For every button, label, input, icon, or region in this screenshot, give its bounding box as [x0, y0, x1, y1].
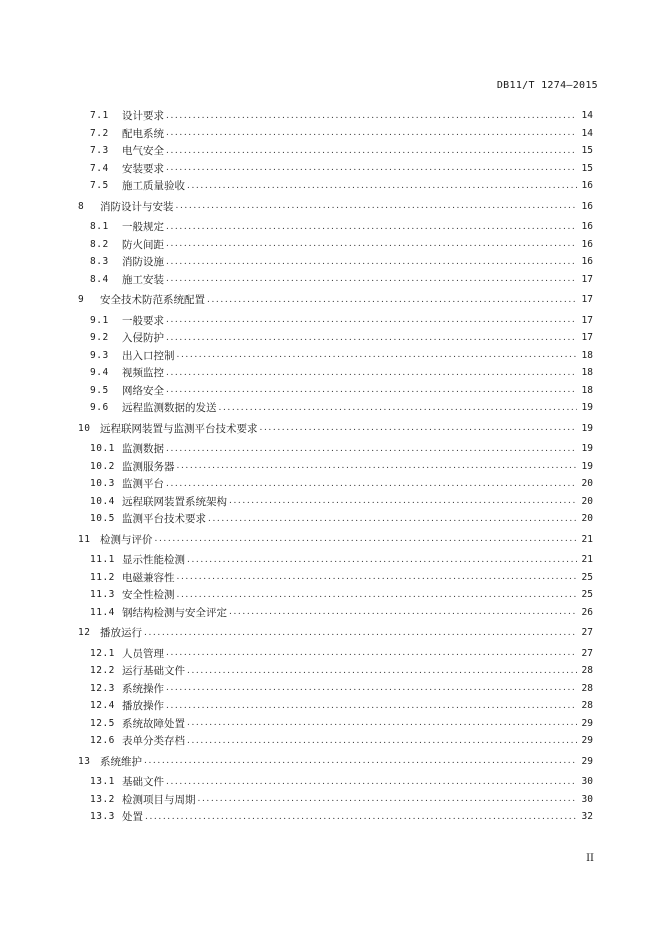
dot-leader [166, 128, 577, 138]
toc-entry-title: 远程联网装置与监测平台技术要求 [100, 422, 258, 435]
toc-entry-page: 16 [581, 238, 593, 250]
toc-entry-page: 19 [581, 402, 593, 414]
toc-entry-11[interactable] [78, 531, 593, 549]
toc-entry-number: 7.2 [90, 127, 109, 139]
toc-entry-13-3[interactable] [78, 808, 593, 826]
toc-entry-page: 15 [581, 145, 593, 157]
toc-entry-page: 14 [581, 127, 593, 139]
toc-entry-title: 视频监控 [122, 367, 164, 380]
toc-entry-number: 8.4 [90, 273, 109, 285]
dot-leader [166, 222, 577, 232]
dot-leader [166, 683, 577, 693]
toc-entry-page: 15 [581, 162, 593, 174]
toc-entry-10-5[interactable] [78, 510, 593, 528]
toc-entry-page: 16 [581, 256, 593, 268]
toc-entry-number: 10.4 [90, 495, 115, 507]
toc-entry-page: 27 [581, 647, 593, 659]
dot-leader [166, 333, 577, 343]
toc-entry-number: 9.5 [90, 384, 109, 396]
toc-entry-title: 施工安装 [122, 273, 164, 286]
dot-leader [166, 239, 577, 249]
toc-entry-title: 监测数据 [122, 443, 164, 456]
toc-entry-number: 7.3 [90, 145, 109, 157]
toc-entry-number: 13.1 [90, 776, 115, 788]
toc-entry-title: 人员管理 [122, 647, 164, 660]
dot-leader [177, 350, 578, 360]
toc-entry-number: 12.1 [90, 647, 115, 659]
toc-entry-page: 29 [581, 717, 593, 729]
toc-entry-page: 21 [581, 533, 593, 545]
toc-entry-9-3[interactable] [78, 347, 593, 365]
toc-entry-title: 监测平台 [122, 478, 164, 491]
toc-entry-page: 30 [581, 776, 593, 788]
toc-entry-number: 12.3 [90, 682, 115, 694]
toc-entry-number: 10.3 [90, 478, 115, 490]
toc-entry-title: 电气安全 [122, 145, 164, 158]
toc-entry-title: 入侵防护 [122, 332, 164, 345]
toc-entry-8-4[interactable] [78, 271, 593, 289]
toc-entry-12-1[interactable] [78, 645, 593, 663]
toc-entry-page: 32 [581, 811, 593, 823]
dot-leader [260, 423, 578, 433]
dot-leader [166, 257, 577, 267]
toc-entry-8-1[interactable] [78, 218, 593, 236]
toc-entry-page: 17 [581, 273, 593, 285]
toc-entry-title: 远程联网装置系统架构 [122, 495, 227, 508]
toc-entry-13-2[interactable] [78, 791, 593, 809]
dot-leader [187, 181, 577, 191]
toc-entry-12-3[interactable] [78, 680, 593, 698]
dot-leader [155, 534, 578, 544]
toc-entry-9-1[interactable] [78, 312, 593, 330]
dot-leader [166, 368, 577, 378]
toc-entry-title: 出入口控制 [122, 349, 175, 362]
toc-entry-9[interactable] [78, 291, 593, 309]
toc-entry-page: 28 [581, 700, 593, 712]
toc-entry-8-3[interactable] [78, 253, 593, 271]
toc-entry-number: 13.2 [90, 793, 115, 805]
toc-entry-page: 17 [581, 294, 593, 306]
dot-leader [177, 590, 578, 600]
toc-entry-title: 消防设计与安装 [100, 200, 174, 213]
toc-entry-number: 9.4 [90, 367, 109, 379]
dot-leader [177, 572, 578, 582]
toc-entry-12-4[interactable] [78, 697, 593, 715]
toc-entry-number: 13.3 [90, 811, 115, 823]
toc-entry-number: 11.2 [90, 571, 115, 583]
toc-entry-7-3[interactable] [78, 142, 593, 160]
toc-entry-13[interactable] [78, 753, 593, 771]
toc-entry-12[interactable] [78, 624, 593, 642]
toc-entry-number: 7.4 [90, 162, 109, 174]
toc-entry-title: 播放操作 [122, 700, 164, 713]
toc-entry-title: 配电系统 [122, 127, 164, 140]
toc-entry-10-1[interactable] [78, 440, 593, 458]
toc-entry-title: 电磁兼容性 [122, 571, 175, 584]
toc-entry-9-2[interactable] [78, 329, 593, 347]
dot-leader [208, 514, 577, 524]
toc-entry-page: 30 [581, 793, 593, 805]
toc-entry-number: 9 [78, 294, 85, 306]
toc-entry-page: 20 [581, 478, 593, 490]
toc-entry-page: 20 [581, 495, 593, 507]
toc-entry-number: 11.1 [90, 554, 115, 566]
dot-leader [166, 146, 577, 156]
toc-entry-title: 显示性能检测 [122, 554, 185, 567]
toc-entry-number: 7.1 [90, 110, 109, 122]
dot-leader [166, 648, 577, 658]
toc-entry-title: 处置 [122, 811, 143, 824]
toc-entry-title: 一般规定 [122, 221, 164, 234]
toc-entry-title: 基础文件 [122, 776, 164, 789]
dot-leader [166, 111, 577, 121]
dot-leader [166, 274, 577, 284]
toc-entry-12-6[interactable] [78, 732, 593, 750]
toc-entry-number: 12.4 [90, 700, 115, 712]
dot-leader [187, 555, 577, 565]
toc-entry-title: 安装要求 [122, 162, 164, 175]
toc-entry-page: 17 [581, 332, 593, 344]
dot-leader [166, 444, 577, 454]
toc-entry-title: 一般要求 [122, 314, 164, 327]
toc-entry-number: 12.5 [90, 717, 115, 729]
dot-leader [166, 315, 577, 325]
toc-entry-11-4[interactable] [78, 604, 593, 622]
toc-entry-page: 19 [581, 443, 593, 455]
toc-entry-title: 钢结构检测与安全评定 [122, 606, 227, 619]
toc-entry-12-5[interactable] [78, 715, 593, 733]
toc-entry-number: 10.5 [90, 513, 115, 525]
toc-entry-title: 系统维护 [100, 755, 142, 768]
dot-leader [166, 701, 577, 711]
toc-entry-9-6[interactable] [78, 399, 593, 417]
toc-entry-number: 11.3 [90, 589, 115, 601]
dot-leader [187, 736, 577, 746]
dot-leader [166, 479, 577, 489]
toc-entry-title: 安全技术防范系统配置 [100, 294, 205, 307]
toc-entry-7-1[interactable] [78, 107, 593, 125]
dot-leader [144, 756, 577, 766]
toc-entry-number: 12 [78, 627, 91, 639]
toc-entry-page: 21 [581, 554, 593, 566]
toc-entry-number: 11.4 [90, 606, 115, 618]
toc-entry-number: 8.3 [90, 256, 109, 268]
toc-entry-title: 运行基础文件 [122, 665, 185, 678]
toc-entry-number: 13 [78, 755, 91, 767]
dot-leader [229, 496, 577, 506]
dot-leader [144, 628, 577, 638]
toc-entry-number: 9.6 [90, 402, 109, 414]
toc-entry-9-5[interactable] [78, 382, 593, 400]
toc-entry-page: 14 [581, 110, 593, 122]
dot-leader [176, 201, 578, 211]
toc-entry-title: 安全性检测 [122, 589, 175, 602]
toc-entry-title: 监测服务器 [122, 460, 175, 473]
toc-entry-title: 网络安全 [122, 384, 164, 397]
toc-entry-title: 表单分类存档 [122, 735, 185, 748]
toc-entry-7-2[interactable] [78, 125, 593, 143]
dot-leader [219, 403, 578, 413]
toc-entry-9-4[interactable] [78, 364, 593, 382]
toc-entry-8-2[interactable] [78, 236, 593, 254]
toc-entry-11-1[interactable] [78, 551, 593, 569]
toc-entry-number: 9.3 [90, 349, 109, 361]
toc-entry-page: 29 [581, 755, 593, 767]
toc-entry-number: 12.6 [90, 735, 115, 747]
toc-entry-title: 消防设施 [122, 256, 164, 269]
toc-entry-11-2[interactable] [78, 569, 593, 587]
toc-entry-page: 18 [581, 367, 593, 379]
toc-entry-number: 9.1 [90, 314, 109, 326]
toc-entry-11-3[interactable] [78, 586, 593, 604]
dot-leader [166, 385, 577, 395]
toc-entry-title: 系统故障处置 [122, 717, 185, 730]
toc-entry-page: 19 [581, 460, 593, 472]
toc-entry-title: 检测项目与周期 [122, 793, 196, 806]
toc-entry-number: 7.5 [90, 180, 109, 192]
toc-entry-page: 20 [581, 513, 593, 525]
page-number: II [586, 853, 594, 864]
dot-leader [198, 794, 578, 804]
toc-entry-number: 11 [78, 533, 91, 545]
dot-leader [177, 461, 578, 471]
toc-entry-title: 远程监测数据的发送 [122, 402, 217, 415]
dot-leader [187, 718, 577, 728]
toc-entry-8[interactable] [78, 198, 593, 216]
toc-entry-10[interactable] [78, 420, 593, 438]
toc-entry-10-4[interactable] [78, 493, 593, 511]
toc-entry-number: 8 [78, 200, 85, 212]
toc-entry-title: 监测平台技术要求 [122, 513, 206, 526]
toc-entry-number: 9.2 [90, 332, 109, 344]
toc-entry-number: 8.2 [90, 238, 109, 250]
toc-entry-page: 16 [581, 180, 593, 192]
toc-entry-7-4[interactable] [78, 160, 593, 178]
toc-entry-number: 8.1 [90, 221, 109, 233]
toc-entry-title: 设计要求 [122, 110, 164, 123]
toc-entry-10-3[interactable] [78, 475, 593, 493]
toc-entry-12-2[interactable] [78, 662, 593, 680]
toc-entry-page: 16 [581, 221, 593, 233]
toc-entry-page: 18 [581, 384, 593, 396]
toc-entry-page: 25 [581, 589, 593, 601]
toc-entry-page: 17 [581, 314, 593, 326]
toc-entry-number: 10.2 [90, 460, 115, 472]
toc-entry-title: 防火间距 [122, 238, 164, 251]
document-number: DB11/T 1274—2015 [496, 80, 598, 91]
toc-entry-title: 播放运行 [100, 627, 142, 640]
toc-entry-number: 12.2 [90, 665, 115, 677]
toc-entry-page: 19 [581, 422, 593, 434]
toc-entry-page: 28 [581, 665, 593, 677]
toc-entry-13-1[interactable] [78, 773, 593, 791]
dot-leader [229, 607, 577, 617]
toc-entry-page: 16 [581, 200, 593, 212]
dot-leader [166, 163, 577, 173]
toc-entry-number: 10.1 [90, 443, 115, 455]
toc-entry-page: 28 [581, 682, 593, 694]
toc-entry-title: 施工质量验收 [122, 180, 185, 193]
toc-entry-page: 26 [581, 606, 593, 618]
dot-leader [187, 666, 577, 676]
dot-leader [145, 812, 577, 822]
toc-entry-10-2[interactable] [78, 458, 593, 476]
toc-entry-7-5[interactable] [78, 177, 593, 195]
dot-leader [207, 295, 577, 305]
toc-entry-title: 检测与评价 [100, 533, 153, 546]
toc-entry-number: 10 [78, 422, 91, 434]
toc-entry-page: 29 [581, 735, 593, 747]
toc-entry-page: 25 [581, 571, 593, 583]
toc-entry-page: 18 [581, 349, 593, 361]
toc-entry-title: 系统操作 [122, 682, 164, 695]
toc-entry-page: 27 [581, 627, 593, 639]
dot-leader [166, 777, 577, 787]
table-of-contents [78, 107, 593, 826]
